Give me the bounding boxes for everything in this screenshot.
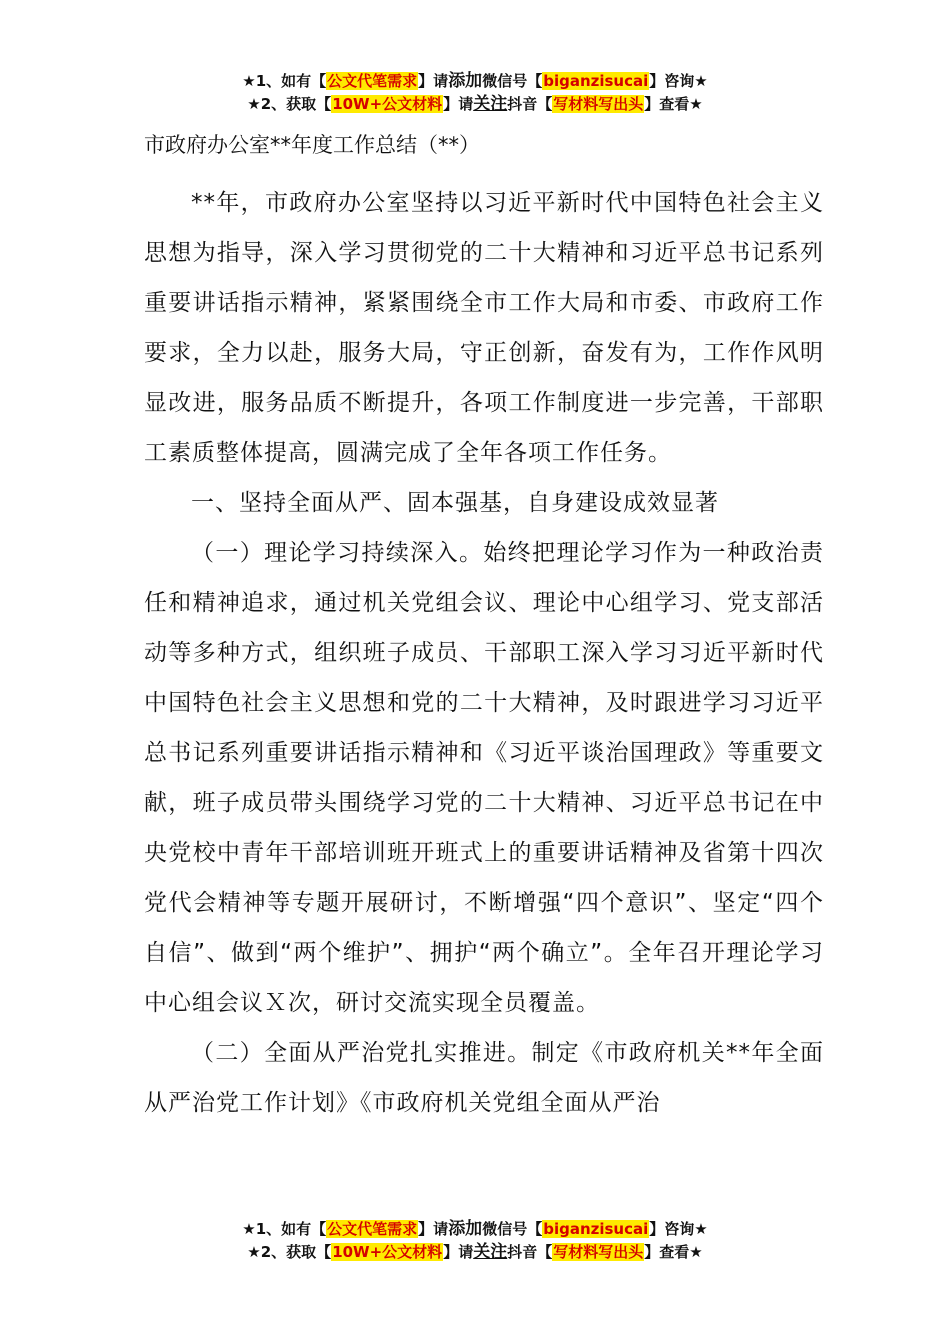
emphasis-text: 关注 <box>473 94 508 114</box>
banner-text: 微信号【 <box>482 72 543 90</box>
highlight-text: 10W+公文材料 <box>332 95 443 113</box>
highlight-text: 公文代笔需求 <box>327 1220 418 1238</box>
intro-paragraph: **年，市政府办公室坚持以习近平新时代中国特色社会主义思想为指导，深入学习贯彻党的二十大精神和习近平总书记系列重要讲话指示精神，紧紧围绕全市工作大局和市委、市政府工作要求，全力以赴，服务大局，守正创新，奋发有为，工作作风明显改进，服务品质不断提升，各项工作制度进一步完善，干部职工素质整体提高，圆满完成了全年各项工作任务。 <box>144 190 824 466</box>
banner-text: 】请 <box>443 95 474 113</box>
banner-text: 微信号【 <box>482 1220 543 1238</box>
banner-text: ★1、如有【 <box>242 72 327 90</box>
document-body <box>144 128 824 1128</box>
section-heading: 一、坚持全面从严、固本强基，自身建设成效显著 <box>191 490 719 516</box>
highlight-text: 10W+公文材料 <box>332 1243 443 1261</box>
banner-text: 】请 <box>418 72 449 90</box>
header-banner <box>0 70 950 116</box>
emphasis-text: 添加 <box>448 71 483 91</box>
banner-text: 】咨询★ <box>649 72 708 90</box>
emphasis-text: 添加 <box>448 1219 483 1239</box>
banner-line-2 <box>0 93 950 116</box>
banner-line-2 <box>0 1241 950 1264</box>
footer-banner <box>0 1218 950 1264</box>
banner-text: 】查看★ <box>644 95 703 113</box>
banner-text: 抖音【 <box>507 1243 553 1261</box>
section-item-2: （二）全面从严治党扎实推进。制定《市政府机关**年全面从严治党工作计划》《市政府机关党组全面从严治 <box>144 1040 824 1116</box>
emphasis-text: 关注 <box>473 1242 508 1262</box>
banner-text: ★2、获取【 <box>247 95 332 113</box>
banner-text: 】请 <box>418 1220 449 1238</box>
banner-text: ★2、获取【 <box>247 1243 332 1261</box>
document-title: 市政府办公室**年度工作总结（**） <box>144 133 480 157</box>
highlight-account: 写材料写出头 <box>553 95 644 113</box>
banner-text: 抖音【 <box>507 95 553 113</box>
banner-text: 】查看★ <box>644 1243 703 1261</box>
highlight-wechat-id: biganzisucai <box>543 72 649 90</box>
highlight-wechat-id: biganzisucai <box>543 1220 649 1238</box>
banner-line-1 <box>0 70 950 93</box>
banner-text: ★1、如有【 <box>242 1220 327 1238</box>
banner-line-1 <box>0 1218 950 1241</box>
section-item-1: （一）理论学习持续深入。始终把理论学习作为一种政治责任和精神追求，通过机关党组会议、理论中心组学习、党支部活动等多种方式，组织班子成员、干部职工深入学习习近平新时代中国特色社会主义思想和党的二十大精神，及时跟进学习习近平总书记系列重要讲话指示精神和《习近平谈治国理政》等重要文献，班子成员带头围绕学习党的二十大精神、习近平总书记在中央党校中青年干部培训班开班式上的重要讲话精神及省第十四次党代会精神等专题开展研讨，不断增强“四个意识”、坚定“四个自信”、做到“两个维护”、拥护“两个确立”。全年召开理论学习中心组会议Ｘ次，研讨交流实现全员覆盖。 <box>144 540 824 1016</box>
banner-text: 】咨询★ <box>649 1220 708 1238</box>
highlight-text: 公文代笔需求 <box>327 72 418 90</box>
banner-text: 】请 <box>443 1243 474 1261</box>
highlight-account: 写材料写出头 <box>553 1243 644 1261</box>
